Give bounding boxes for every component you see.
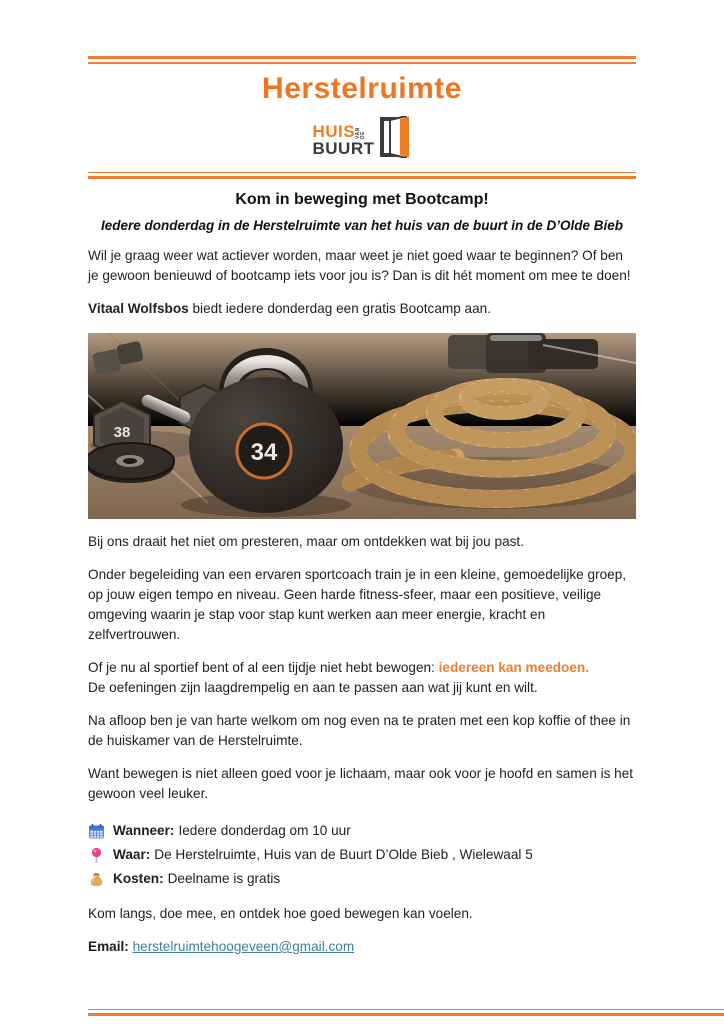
bootcamp-gym-photo [88,333,636,519]
header-bottom-rule [88,172,636,180]
pushpin-icon [88,847,105,864]
bootcamp-heading: Kom in beweging met Bootcamp! [235,191,489,208]
detail-text: Deelname is gratis [167,871,281,886]
paragraph-afloop: Na afloop ben je van harte welkom om nog even na te praten met een kop koffie of thee in de huiskamer van de Herstelruimte. [88,713,631,748]
page-title: Herstelruimte [262,71,462,105]
paragraph-begeleiding: Onder begeleiding van een ervaren sportcoach train je in een kleine, gemoedelijke groep, op jouw eigen tempo en niveau. Geen harde fitness-sfeer, maar een positieve, veilige omgeving waarin je stap voor stap kunt werken aan meer energie, kracht en zelfvertrouwen. [88,567,627,642]
email-line [88,939,636,954]
logo-text-huis: HUIS [312,121,356,141]
paragraph-bewegen: Want bewegen is niet alleen goed voor je lichaam, maar ook voor je hoofd en samen is het gewoon veel leuker. [88,766,634,801]
open-door-icon [378,116,412,163]
svg-text:34: 34 [250,439,278,466]
list-item-kosten [88,867,636,891]
closing-line: Kom langs, doe mee, en ontdek hoe goed bewegen kan voelen. [88,906,473,921]
detail-text: De Herstelruimte, Huis van de Buurt D’Olde Bieb , Wielewaal 5 [154,847,533,862]
logo-row [88,114,636,166]
weight-plate [88,443,174,483]
event-details-list [88,819,636,891]
paragraph-vitaal: Vitaal Wolfsbos biedt iedere donderdag een gratis Bootcamp aan. [88,301,492,316]
vitaal-wolfsbos-label: Vitaal Wolfsbos [88,301,189,316]
top-border-rule [88,56,636,64]
detail-label: Waar: [113,847,151,862]
calendar-icon [88,823,105,840]
bottom-border-rule [88,1009,724,1017]
detail-label: Wanneer: [113,823,175,838]
detail-text: Iedere donderdag om 10 uur [178,823,351,838]
bootcamp-subtitle: Iedere donderdag in de Herstelruimte van het huis van de buurt in de D’Olde Bieb [100,218,624,233]
iedereen-kan-meedoen-highlight: iedereen kan meedoen. [438,660,590,675]
huis-van-de-buurt-logo [313,116,412,163]
email-label: Email: [88,939,129,954]
logo-text-van-de: VAN DE [355,126,367,139]
paragraph-ontdekken: Bij ons draait het niet om presteren, maar om ontdekken wat bij jou past. [88,534,524,549]
email-link[interactable]: herstelruimtehoogeveen@gmail.com [132,939,355,954]
moneybag-icon [88,871,105,888]
list-item-waar [88,843,636,867]
list-item-wanneer [88,819,636,843]
svg-text:38: 38 [113,424,131,441]
paragraph-intro: Wil je graag weer wat actiever worden, maar weet je niet goed waar te beginnen? Of ben je gewoon benieuwd of bootcamp iets voor jou is? Dan is dit hét moment om mee te doen! [88,248,631,283]
paragraph-meedoen: Of je nu al sportief bent of al een tijdje niet hebt bewogen: iedereen kan meedoen. De oefeningen zijn laagdrempelig en aan te passen aan wat jij kunt en wilt. [88,660,590,695]
detail-label: Kosten: [113,871,164,886]
logo-text-buurt: BUURT [312,138,375,158]
